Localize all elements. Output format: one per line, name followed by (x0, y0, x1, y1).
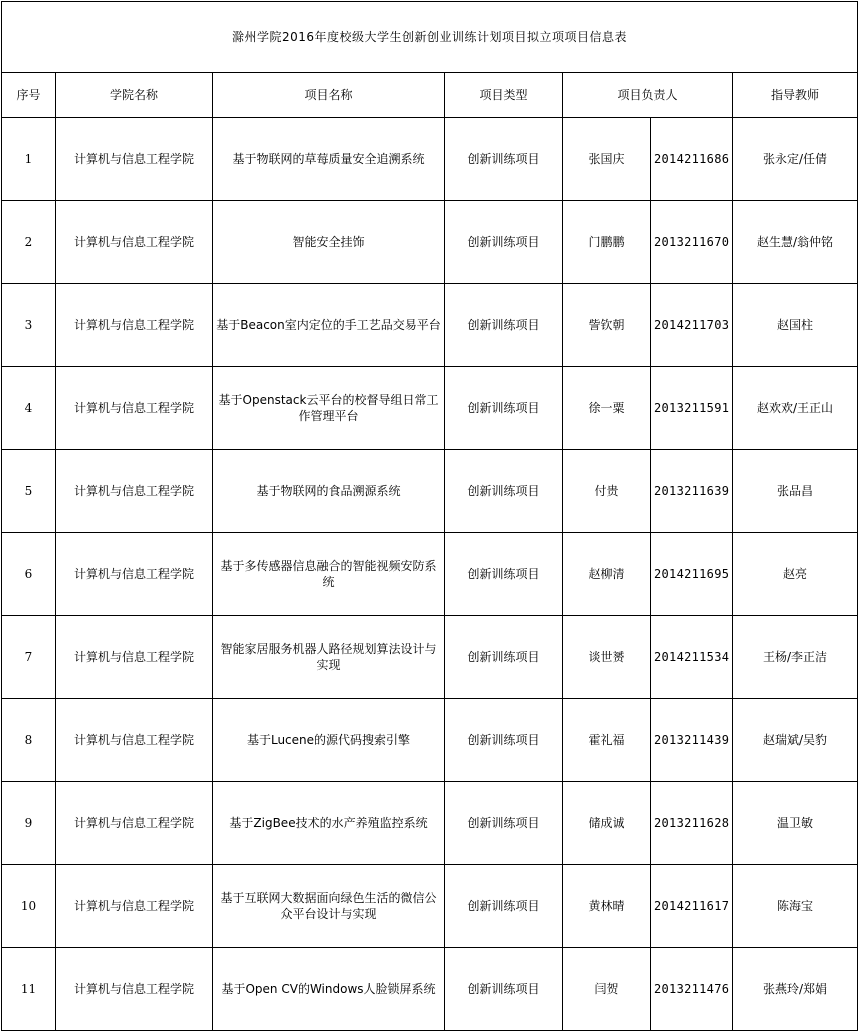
table-row (2, 699, 858, 782)
advisor-name: 温卫敏 (733, 782, 858, 865)
project-name: 基于Openstack云平台的校督导组日常工作管理平台 (213, 367, 445, 450)
table-title: 滁州学院2016年度校级大学生创新创业训练计划项目拟立项项目信息表 (2, 2, 858, 73)
leader-name: 赵柳清 (563, 533, 651, 616)
title-row (2, 2, 858, 73)
row-number: 11 (2, 948, 56, 1031)
leader-student-id: 2014211695 (651, 533, 733, 616)
leader-name: 徐一粟 (563, 367, 651, 450)
leader-student-id: 2014211534 (651, 616, 733, 699)
leader-student-id: 2013211628 (651, 782, 733, 865)
table-row (2, 367, 858, 450)
college-name: 计算机与信息工程学院 (56, 367, 213, 450)
leader-student-id: 2013211591 (651, 367, 733, 450)
project-type: 创新训练项目 (445, 865, 563, 948)
leader-name: 訾钦朝 (563, 284, 651, 367)
project-type: 创新训练项目 (445, 616, 563, 699)
college-name: 计算机与信息工程学院 (56, 450, 213, 533)
table-row (2, 201, 858, 284)
project-type: 创新训练项目 (445, 367, 563, 450)
project-type: 创新训练项目 (445, 948, 563, 1031)
college-name: 计算机与信息工程学院 (56, 699, 213, 782)
header-row (2, 73, 858, 118)
college-name: 计算机与信息工程学院 (56, 118, 213, 201)
college-name: 计算机与信息工程学院 (56, 948, 213, 1031)
advisor-name: 张永定/任倩 (733, 118, 858, 201)
project-name: 基于Lucene的源代码搜索引擎 (213, 699, 445, 782)
advisor-name: 张品昌 (733, 450, 858, 533)
advisor-name: 赵国柱 (733, 284, 858, 367)
leader-name: 张国庆 (563, 118, 651, 201)
leader-name: 闫贺 (563, 948, 651, 1031)
header-leader: 项目负责人 (563, 73, 733, 118)
advisor-name: 陈海宝 (733, 865, 858, 948)
header-advisor: 指导教师 (733, 73, 858, 118)
table-row (2, 865, 858, 948)
header-college: 学院名称 (56, 73, 213, 118)
leader-name: 黄林晴 (563, 865, 651, 948)
table-row (2, 450, 858, 533)
row-number: 5 (2, 450, 56, 533)
project-type: 创新训练项目 (445, 284, 563, 367)
advisor-name: 赵瑞斌/吴豹 (733, 699, 858, 782)
project-type: 创新训练项目 (445, 450, 563, 533)
project-type: 创新训练项目 (445, 699, 563, 782)
project-name: 智能家居服务机器人路径规划算法设计与实现 (213, 616, 445, 699)
row-number: 1 (2, 118, 56, 201)
advisor-name: 王杨/李正洁 (733, 616, 858, 699)
row-number: 8 (2, 699, 56, 782)
project-name: 智能安全挂饰 (213, 201, 445, 284)
college-name: 计算机与信息工程学院 (56, 865, 213, 948)
row-number: 10 (2, 865, 56, 948)
leader-student-id: 2013211639 (651, 450, 733, 533)
project-type: 创新训练项目 (445, 782, 563, 865)
project-name: 基于Beacon室内定位的手工艺品交易平台 (213, 284, 445, 367)
college-name: 计算机与信息工程学院 (56, 533, 213, 616)
college-name: 计算机与信息工程学院 (56, 284, 213, 367)
project-name: 基于物联网的草莓质量安全追溯系统 (213, 118, 445, 201)
header-project: 项目名称 (213, 73, 445, 118)
project-name: 基于多传感器信息融合的智能视频安防系统 (213, 533, 445, 616)
leader-student-id: 2013211670 (651, 201, 733, 284)
leader-name: 谈世赟 (563, 616, 651, 699)
project-name: 基于物联网的食品溯源系统 (213, 450, 445, 533)
leader-student-id: 2014211617 (651, 865, 733, 948)
header-type: 项目类型 (445, 73, 563, 118)
college-name: 计算机与信息工程学院 (56, 201, 213, 284)
project-name: 基于Open CV的Windows人脸锁屏系统 (213, 948, 445, 1031)
advisor-name: 赵亮 (733, 533, 858, 616)
college-name: 计算机与信息工程学院 (56, 782, 213, 865)
leader-student-id: 2013211439 (651, 699, 733, 782)
project-type: 创新训练项目 (445, 533, 563, 616)
project-name: 基于互联网大数据面向绿色生活的微信公众平台设计与实现 (213, 865, 445, 948)
row-number: 4 (2, 367, 56, 450)
table-row (2, 284, 858, 367)
leader-name: 储成诚 (563, 782, 651, 865)
leader-name: 付贵 (563, 450, 651, 533)
project-type: 创新训练项目 (445, 201, 563, 284)
row-number: 2 (2, 201, 56, 284)
advisor-name: 赵生慧/翁仲铭 (733, 201, 858, 284)
advisor-name: 赵欢欢/王正山 (733, 367, 858, 450)
project-info-table (1, 1, 858, 1031)
project-type: 创新训练项目 (445, 118, 563, 201)
table-row (2, 782, 858, 865)
leader-student-id: 2014211703 (651, 284, 733, 367)
row-number: 3 (2, 284, 56, 367)
leader-name: 门鹏鹏 (563, 201, 651, 284)
table-row (2, 616, 858, 699)
header-no: 序号 (2, 73, 56, 118)
table-row (2, 118, 858, 201)
row-number: 6 (2, 533, 56, 616)
table-row (2, 533, 858, 616)
leader-student-id: 2013211476 (651, 948, 733, 1031)
leader-name: 霍礼福 (563, 699, 651, 782)
project-name: 基于ZigBee技术的水产养殖监控系统 (213, 782, 445, 865)
college-name: 计算机与信息工程学院 (56, 616, 213, 699)
advisor-name: 张燕玲/郑娟 (733, 948, 858, 1031)
table-row (2, 948, 858, 1031)
row-number: 9 (2, 782, 56, 865)
row-number: 7 (2, 616, 56, 699)
leader-student-id: 2014211686 (651, 118, 733, 201)
